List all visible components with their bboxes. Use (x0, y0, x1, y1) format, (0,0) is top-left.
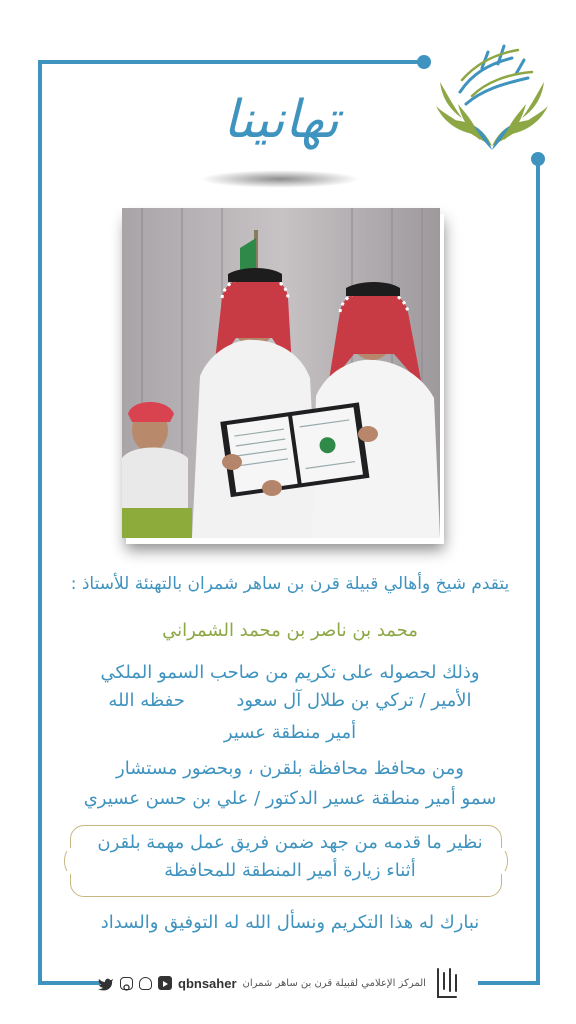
twitter-icon[interactable] (100, 976, 114, 990)
frame-top-line (38, 60, 424, 64)
media-center-logo (432, 963, 462, 1003)
frame-bottom-right-line (478, 981, 540, 985)
honoree-name: محمد بن ناصر بن محمد الشمراني (162, 620, 418, 641)
frame-right-line (536, 158, 540, 985)
prince-name: الأمير / تركي بن طلال آل سعود (236, 690, 472, 711)
body-line-5: سمو أمير منطقة عسير الدكتور / علي بن حسن عسيري (83, 788, 497, 809)
snapchat-icon[interactable] (139, 977, 152, 990)
youtube-icon[interactable] (158, 976, 172, 990)
closing-text: نبارك له هذا التكريم ونسأل الله له التوفيق والسداد (100, 912, 480, 933)
frame-left-line (38, 60, 42, 985)
blessing-text: حفظه الله (108, 690, 185, 711)
box-line-1: نظير ما قدمه من جهد ضمن فريق عمل مهمة بلقرن (97, 832, 483, 853)
body-line-2 (60, 690, 520, 711)
social-handle[interactable]: qbnsaher (178, 975, 237, 991)
tribe-logo (432, 34, 552, 154)
frame-dot-top (417, 55, 431, 69)
page-title: تهانينا (223, 90, 339, 150)
box-line-2: أثناء زيارة أمير المنطقة للمحافظة (164, 860, 416, 881)
frame-dot-right (531, 152, 545, 166)
media-center-name: المركز الإعلامي لقبيلة قرن بن ساهر شمران (242, 977, 426, 989)
title-shadow (200, 170, 360, 188)
intro-text: يتقدم شيخ وأهالي قبيلة قرن بن ساهر شمران بالتهنئة للأستاذ : (70, 574, 510, 594)
ceremony-photo (122, 208, 440, 538)
body-line-4: ومن محافظ محافظة بلقرن ، وبحضور مستشار (116, 758, 464, 779)
footer-bar (100, 968, 480, 998)
body-line-3: أمير منطقة عسير (223, 722, 357, 743)
body-line-1: وذلك لحصوله على تكريم من صاحب السمو الملكي (100, 662, 480, 683)
frame-bottom-left-line (38, 981, 100, 985)
instagram-icon[interactable] (120, 977, 133, 990)
